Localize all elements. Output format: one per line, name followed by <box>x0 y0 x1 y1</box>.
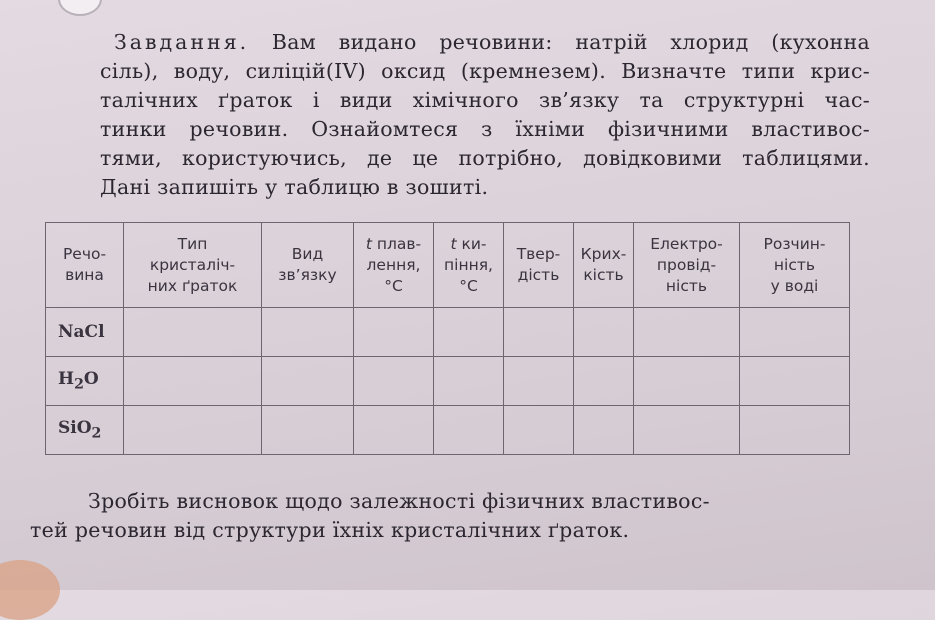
task-line-2: сіль), воду, силіцій(IV) оксид (кремнезем). Визначте типи крис- <box>100 59 870 83</box>
table-cell <box>124 357 262 406</box>
task-line-5: тями, користуючись, де це потрібно, довідковими таблицями. <box>100 146 870 170</box>
table-row-nacl <box>46 308 850 357</box>
header-boiling-point: t ки- піння, °C <box>434 223 504 308</box>
table-cell <box>262 357 354 406</box>
table-cell <box>740 357 850 406</box>
decorative-corner-image <box>0 560 60 620</box>
table-cell <box>740 406 850 455</box>
conclusion-line-1: Зробіть висновок щодо залежності фізичних властивос- <box>88 489 710 513</box>
task-line-6: Дані запишіть у таблицю в зошиті. <box>100 175 489 199</box>
table-cell <box>354 357 434 406</box>
table-cell <box>504 406 574 455</box>
task-line-4: тинки речовин. Ознайомтеся з їхніми фізичними властивос- <box>100 117 870 141</box>
table-cell <box>504 357 574 406</box>
header-solubility: Розчин- ність у воді <box>740 223 850 308</box>
table-cell <box>434 308 504 357</box>
header-brittleness: Крих- кість <box>574 223 634 308</box>
task-line-1: Завдання. Вам видано речовини: натрій хлорид (кухонна <box>114 30 870 54</box>
header-conductivity: Електро- провід- ність <box>634 223 740 308</box>
header-melting-point: t плав- лення, °C <box>354 223 434 308</box>
substance-h2o: $H_2O$ <box>46 357 124 406</box>
table-cell <box>124 308 262 357</box>
task-label: Завдання. <box>114 30 250 54</box>
conclusion-text <box>30 487 870 545</box>
table-cell <box>740 308 850 357</box>
task-text <box>100 28 870 202</box>
table-cell <box>354 308 434 357</box>
table-cell <box>574 406 634 455</box>
header-bond-type: Вид зв’язку <box>262 223 354 308</box>
table-cell <box>434 357 504 406</box>
table-cell <box>574 308 634 357</box>
table-cell <box>262 406 354 455</box>
table-cell <box>124 406 262 455</box>
task-line-3: талічних ґраток і види хімічного зв’язку та структурні час- <box>100 88 870 112</box>
properties-table <box>45 222 850 455</box>
header-substance: Речо- вина <box>46 223 124 308</box>
table-header-row <box>46 223 850 308</box>
table-cell <box>262 308 354 357</box>
substance-sio2: SiO$_2$ <box>46 406 124 455</box>
table-cell <box>634 357 740 406</box>
table-cell <box>434 406 504 455</box>
table-cell <box>504 308 574 357</box>
table-cell <box>634 406 740 455</box>
table-row-h2o <box>46 357 850 406</box>
header-hardness: Твер- дість <box>504 223 574 308</box>
page-corner-mark <box>58 0 102 16</box>
conclusion-line-2: тей речовин від структури їхніх кристалічних ґраток. <box>30 518 630 542</box>
table-cell <box>634 308 740 357</box>
table-row-sio2 <box>46 406 850 455</box>
table-cell <box>354 406 434 455</box>
table-cell <box>574 357 634 406</box>
header-lattice-type: Тип кристаліч- них ґраток <box>124 223 262 308</box>
substance-nacl: NaCl <box>46 308 124 357</box>
